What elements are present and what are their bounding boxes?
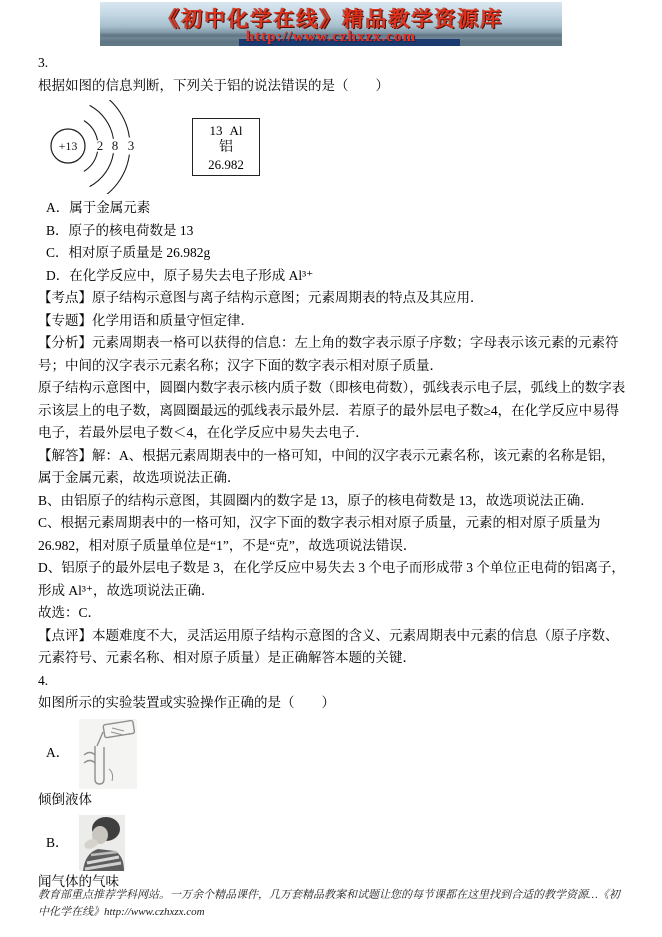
q3-answer-d: D、铝原子的最外层电子数是 3，在化学反应中易失去 3 个电子而形成带 3 个单位正电荷的铝离子，形成 Al³⁺，故选项说法正确． bbox=[38, 560, 625, 598]
q4-option-a-row bbox=[38, 719, 628, 789]
footer-text: 教育部重点推荐学科网站。一万余个精品课件，几万套精品教案和试题让您的每节课都在这里找到合适的教学资源…《初中化学在线》http://www.czhxzx.com bbox=[38, 889, 620, 918]
shell2-electrons: 8 bbox=[111, 138, 119, 153]
element-number-symbol bbox=[195, 122, 257, 139]
atom-structure-diagram bbox=[44, 100, 146, 194]
periodic-table-cell bbox=[192, 118, 260, 176]
q4-option-a-caption: 倾倒液体 bbox=[38, 791, 92, 807]
smelling-gas-image bbox=[79, 815, 125, 871]
shell3-electrons: 3 bbox=[127, 138, 135, 153]
question3-number: 3. bbox=[38, 55, 49, 70]
banner-title: 《初中化学在线》精品教学资源库 bbox=[158, 7, 504, 31]
q4-option-b-label: B． bbox=[46, 834, 69, 850]
q3-option-d: D．在化学反应中，原子易失去电子形成 Al³⁺ bbox=[46, 267, 314, 283]
q3-topic: 【专题】化学用语和质量守恒定律． bbox=[38, 312, 254, 328]
question3-figure bbox=[44, 100, 628, 194]
document-body bbox=[0, 46, 662, 894]
q4-option-b-caption: 闻气体的气味 bbox=[38, 874, 119, 889]
q3-comment: 【点评】本题难度不大，灵活运用原子结构示意图的含义、元素周期表中元素的信息（原子序数、元素符号、元素名称、相对原子质量）是正确解答本题的关键． bbox=[38, 627, 619, 665]
page-footer bbox=[38, 887, 622, 921]
element-symbol: Al bbox=[229, 123, 243, 138]
q3-exam-points: 【考点】原子结构示意图与离子结构示意图；元素周期表的特点及其应用． bbox=[38, 290, 484, 305]
q3-answer-a: 【解答】解：A、根据元素周期表中的一格可知，中间的汉字表示元素名称，该元素的名称是铝，属于金属元素，故选项说法正确． bbox=[38, 447, 615, 485]
atomic-number: 13 bbox=[209, 123, 223, 138]
q3-answer-choice: 故选：C． bbox=[38, 605, 102, 620]
q4-option-a-label: A． bbox=[46, 745, 70, 761]
q3-option-b: B．原子的核电荷数是 13 bbox=[46, 222, 194, 238]
q3-answer-b: B、由铝原子的结构示意图，其圆圈内的数字是 13，原子的核电荷数是 13，故选项说法正确． bbox=[38, 492, 594, 508]
element-mass: 26.982 bbox=[208, 157, 244, 172]
q3-option-a: A．属于金属元素 bbox=[46, 200, 151, 215]
q4-option-b-row bbox=[38, 815, 628, 871]
banner-url: http://www.czhxzx.com bbox=[245, 29, 417, 45]
q3-option-c: C．相对原子质量是 26.982g bbox=[46, 245, 211, 260]
element-name: 铝 bbox=[219, 140, 233, 155]
q3-analysis-1: 【分析】元素周期表一格可以获得的信息：左上角的数字表示原子序数；字母表示该元素的元素符号；中间的汉字表示元素名称；汉字下面的数字表示相对原子质量． bbox=[38, 335, 619, 373]
site-banner bbox=[100, 2, 562, 46]
nucleus-charge-label: +13 bbox=[58, 139, 78, 153]
q3-answer-c: C、根据元素周期表中的一格可知，汉字下面的数字表示相对原子质量，元素的相对原子质量为 26.982，相对原子质量单位是“1”，不是“克”，故选项说法错误． bbox=[38, 515, 601, 553]
question4-number: 4. bbox=[38, 672, 49, 688]
q3-analysis-2: 原子结构示意图中，圆圈内数字表示核内质子数（即核电荷数），弧线表示电子层，弧线上的数字表示该层上的电子数，离圆圈最远的弧线表示最外层．若原子的最外层电子数≥4，在化学反应中易得电子，若最外层电子数＜4，在化学反应中易失去电子． bbox=[38, 380, 626, 440]
question3-prompt: 根据如图的信息判断，下列关于铝的说法错误的是（ ） bbox=[38, 77, 389, 93]
shell1-electrons: 2 bbox=[96, 138, 104, 153]
question4-prompt: 如图所示的实验装置或实验操作正确的是（ ） bbox=[38, 695, 335, 710]
pouring-liquid-image bbox=[79, 719, 137, 789]
